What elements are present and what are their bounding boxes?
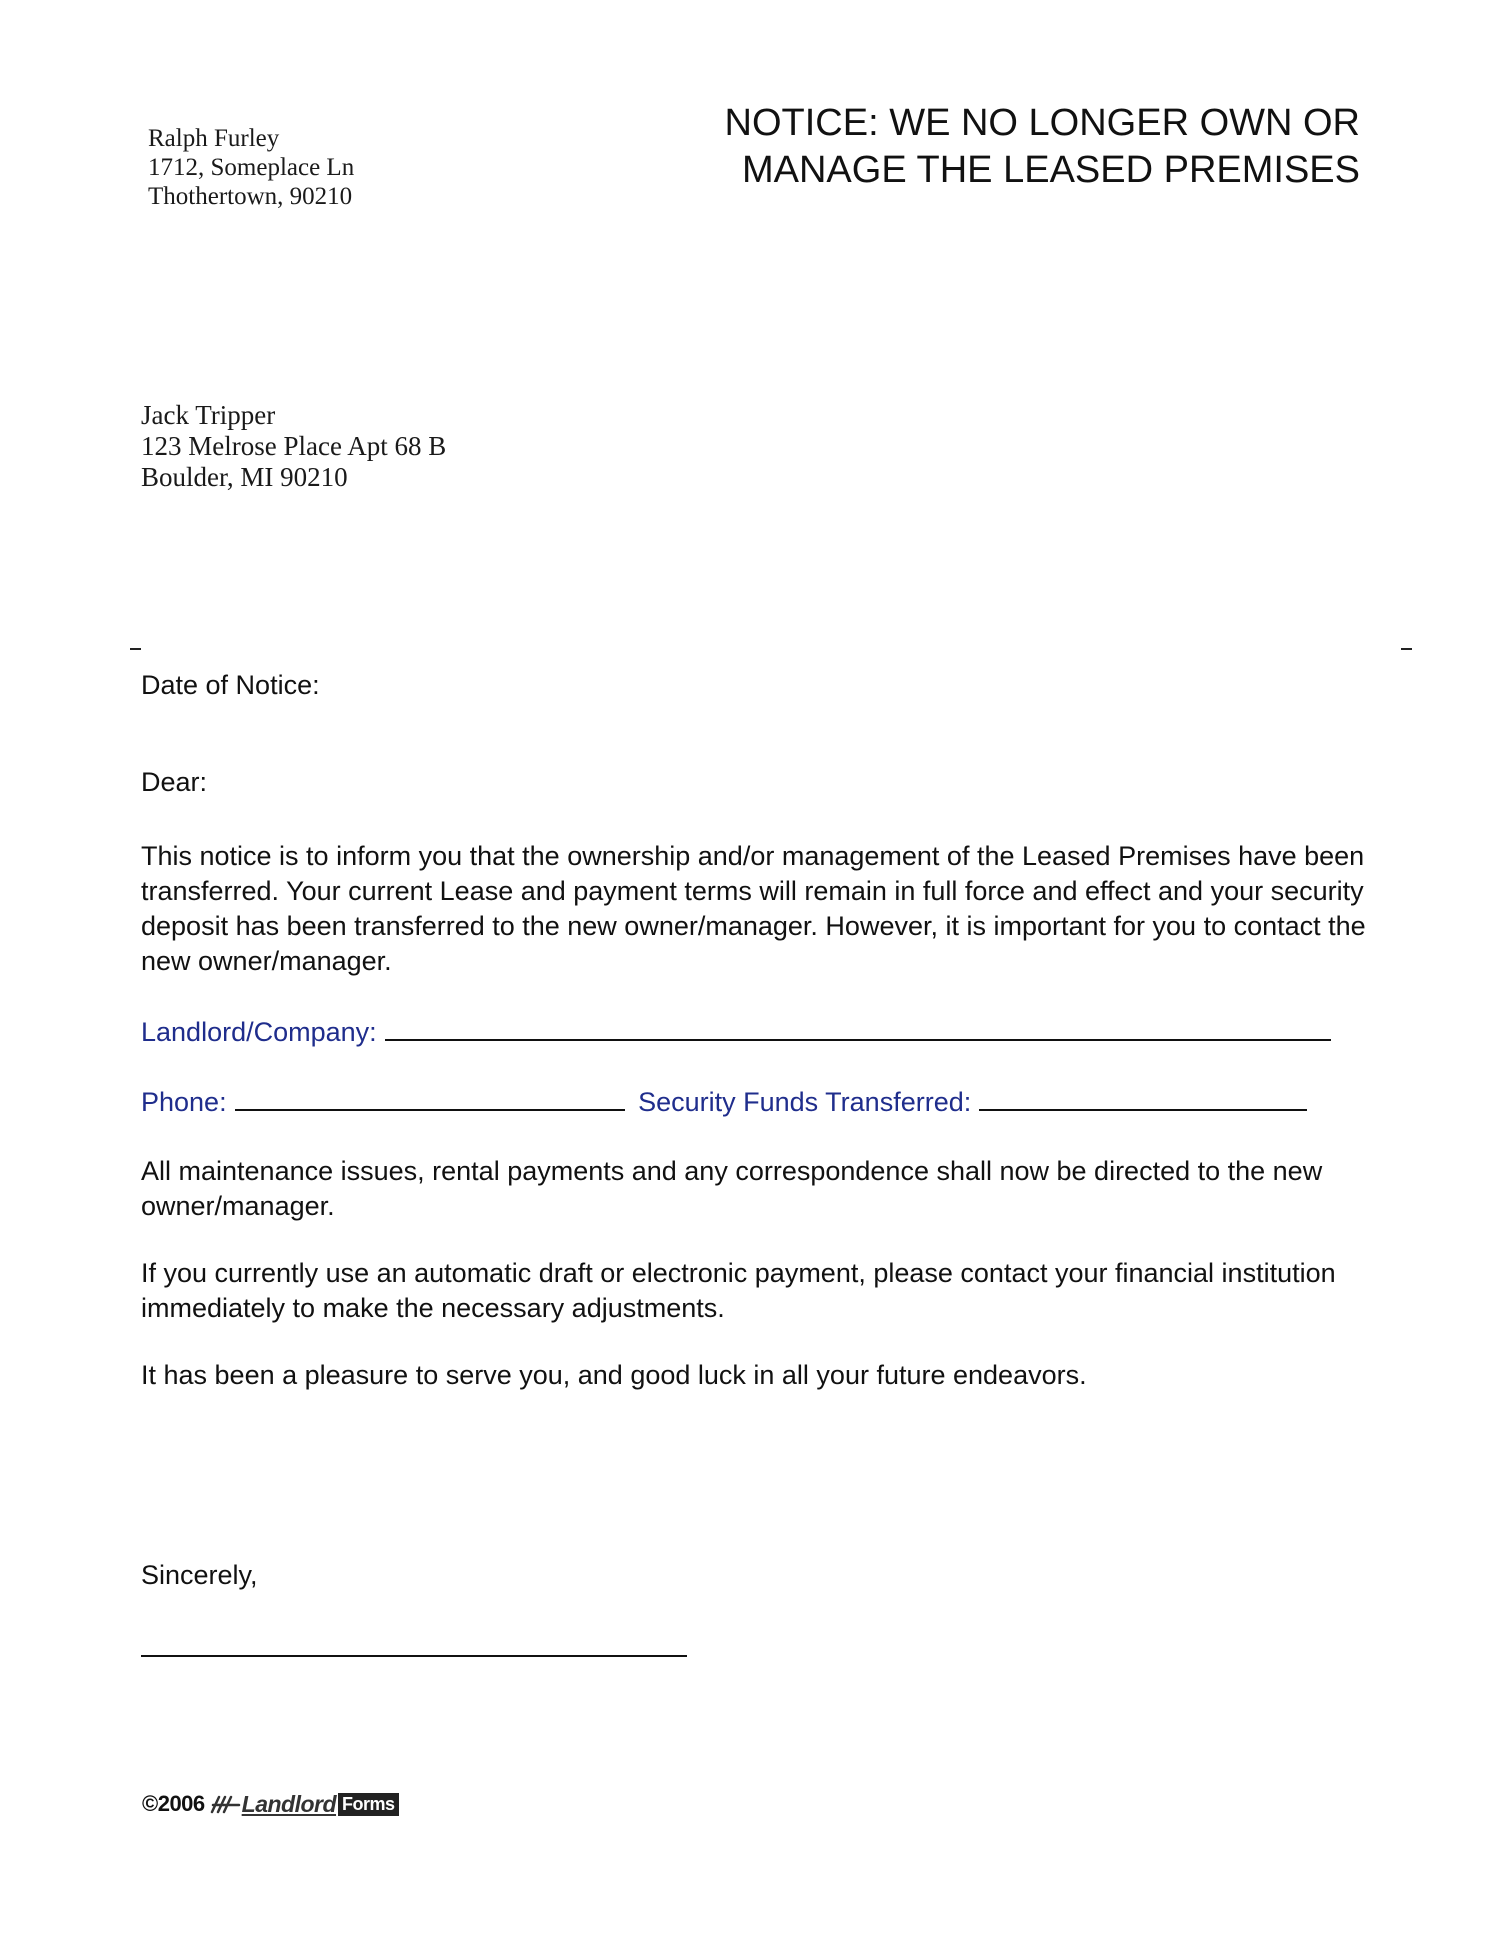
fold-mark-left	[130, 648, 141, 650]
fold-mark-right	[1401, 648, 1412, 650]
sender-city: Thothertown, 90210	[148, 183, 353, 210]
logo-brand-box: Forms	[338, 1793, 399, 1816]
sender-street: 1712, Someplace Ln	[148, 154, 355, 181]
paragraph-farewell: It has been a pleasure to serve you, and good luck in all your future endeavors.	[141, 1360, 1087, 1390]
date-of-notice-label: Date of Notice:	[141, 670, 320, 700]
footer-copyright	[142, 1789, 399, 1819]
title-line-2: MANAGE THE LEASED PREMISES	[741, 149, 1360, 191]
phone-field[interactable]	[235, 1083, 625, 1111]
paragraph-maintenance: All maintenance issues, rental payments and any correspondence shall now be directed to the new owner/manager.	[141, 1156, 1323, 1221]
copyright-text: ©2006	[142, 1791, 205, 1816]
salutation: Dear:	[141, 767, 208, 797]
phone-label: Phone:	[141, 1087, 227, 1117]
logo-brand-word: Landlord	[241, 1790, 337, 1817]
closing: Sincerely,	[141, 1560, 258, 1590]
security-funds-label: Security Funds Transferred:	[638, 1087, 972, 1117]
paragraph-ownership-transfer: This notice is to inform you that the ownership and/or management of the Leased Premises have been transferred. Your current Lease and payment terms will remain in full force and effect and your security deposit has been transferred to the new owner/manager. However, it is important for you to contact the new owner/manager.	[141, 841, 1366, 976]
recipient-address	[141, 400, 446, 493]
title-line-1: NOTICE: WE NO LONGER OWN OR	[724, 102, 1360, 144]
recipient-city: Boulder, MI 90210	[141, 462, 348, 492]
signature-line[interactable]	[141, 1655, 687, 1657]
landlord-forms-logo-icon	[209, 1792, 241, 1816]
paragraph-automatic-payment: If you currently use an automatic draft or electronic payment, please contact your financial institution immediately to make the necessary adjustments.	[141, 1258, 1336, 1323]
phone-security-row	[141, 1083, 1307, 1120]
recipient-name: Jack Tripper	[141, 400, 276, 430]
sender-name: Ralph Furley	[148, 125, 280, 152]
security-funds-field[interactable]	[979, 1083, 1307, 1111]
landlord-company-label: Landlord/Company:	[141, 1017, 377, 1047]
recipient-street: 123 Melrose Place Apt 68 B	[141, 431, 447, 461]
landlord-company-row	[141, 1013, 1331, 1050]
landlord-company-field[interactable]	[385, 1013, 1331, 1041]
sender-address	[148, 124, 354, 211]
notice-title	[690, 100, 1360, 194]
